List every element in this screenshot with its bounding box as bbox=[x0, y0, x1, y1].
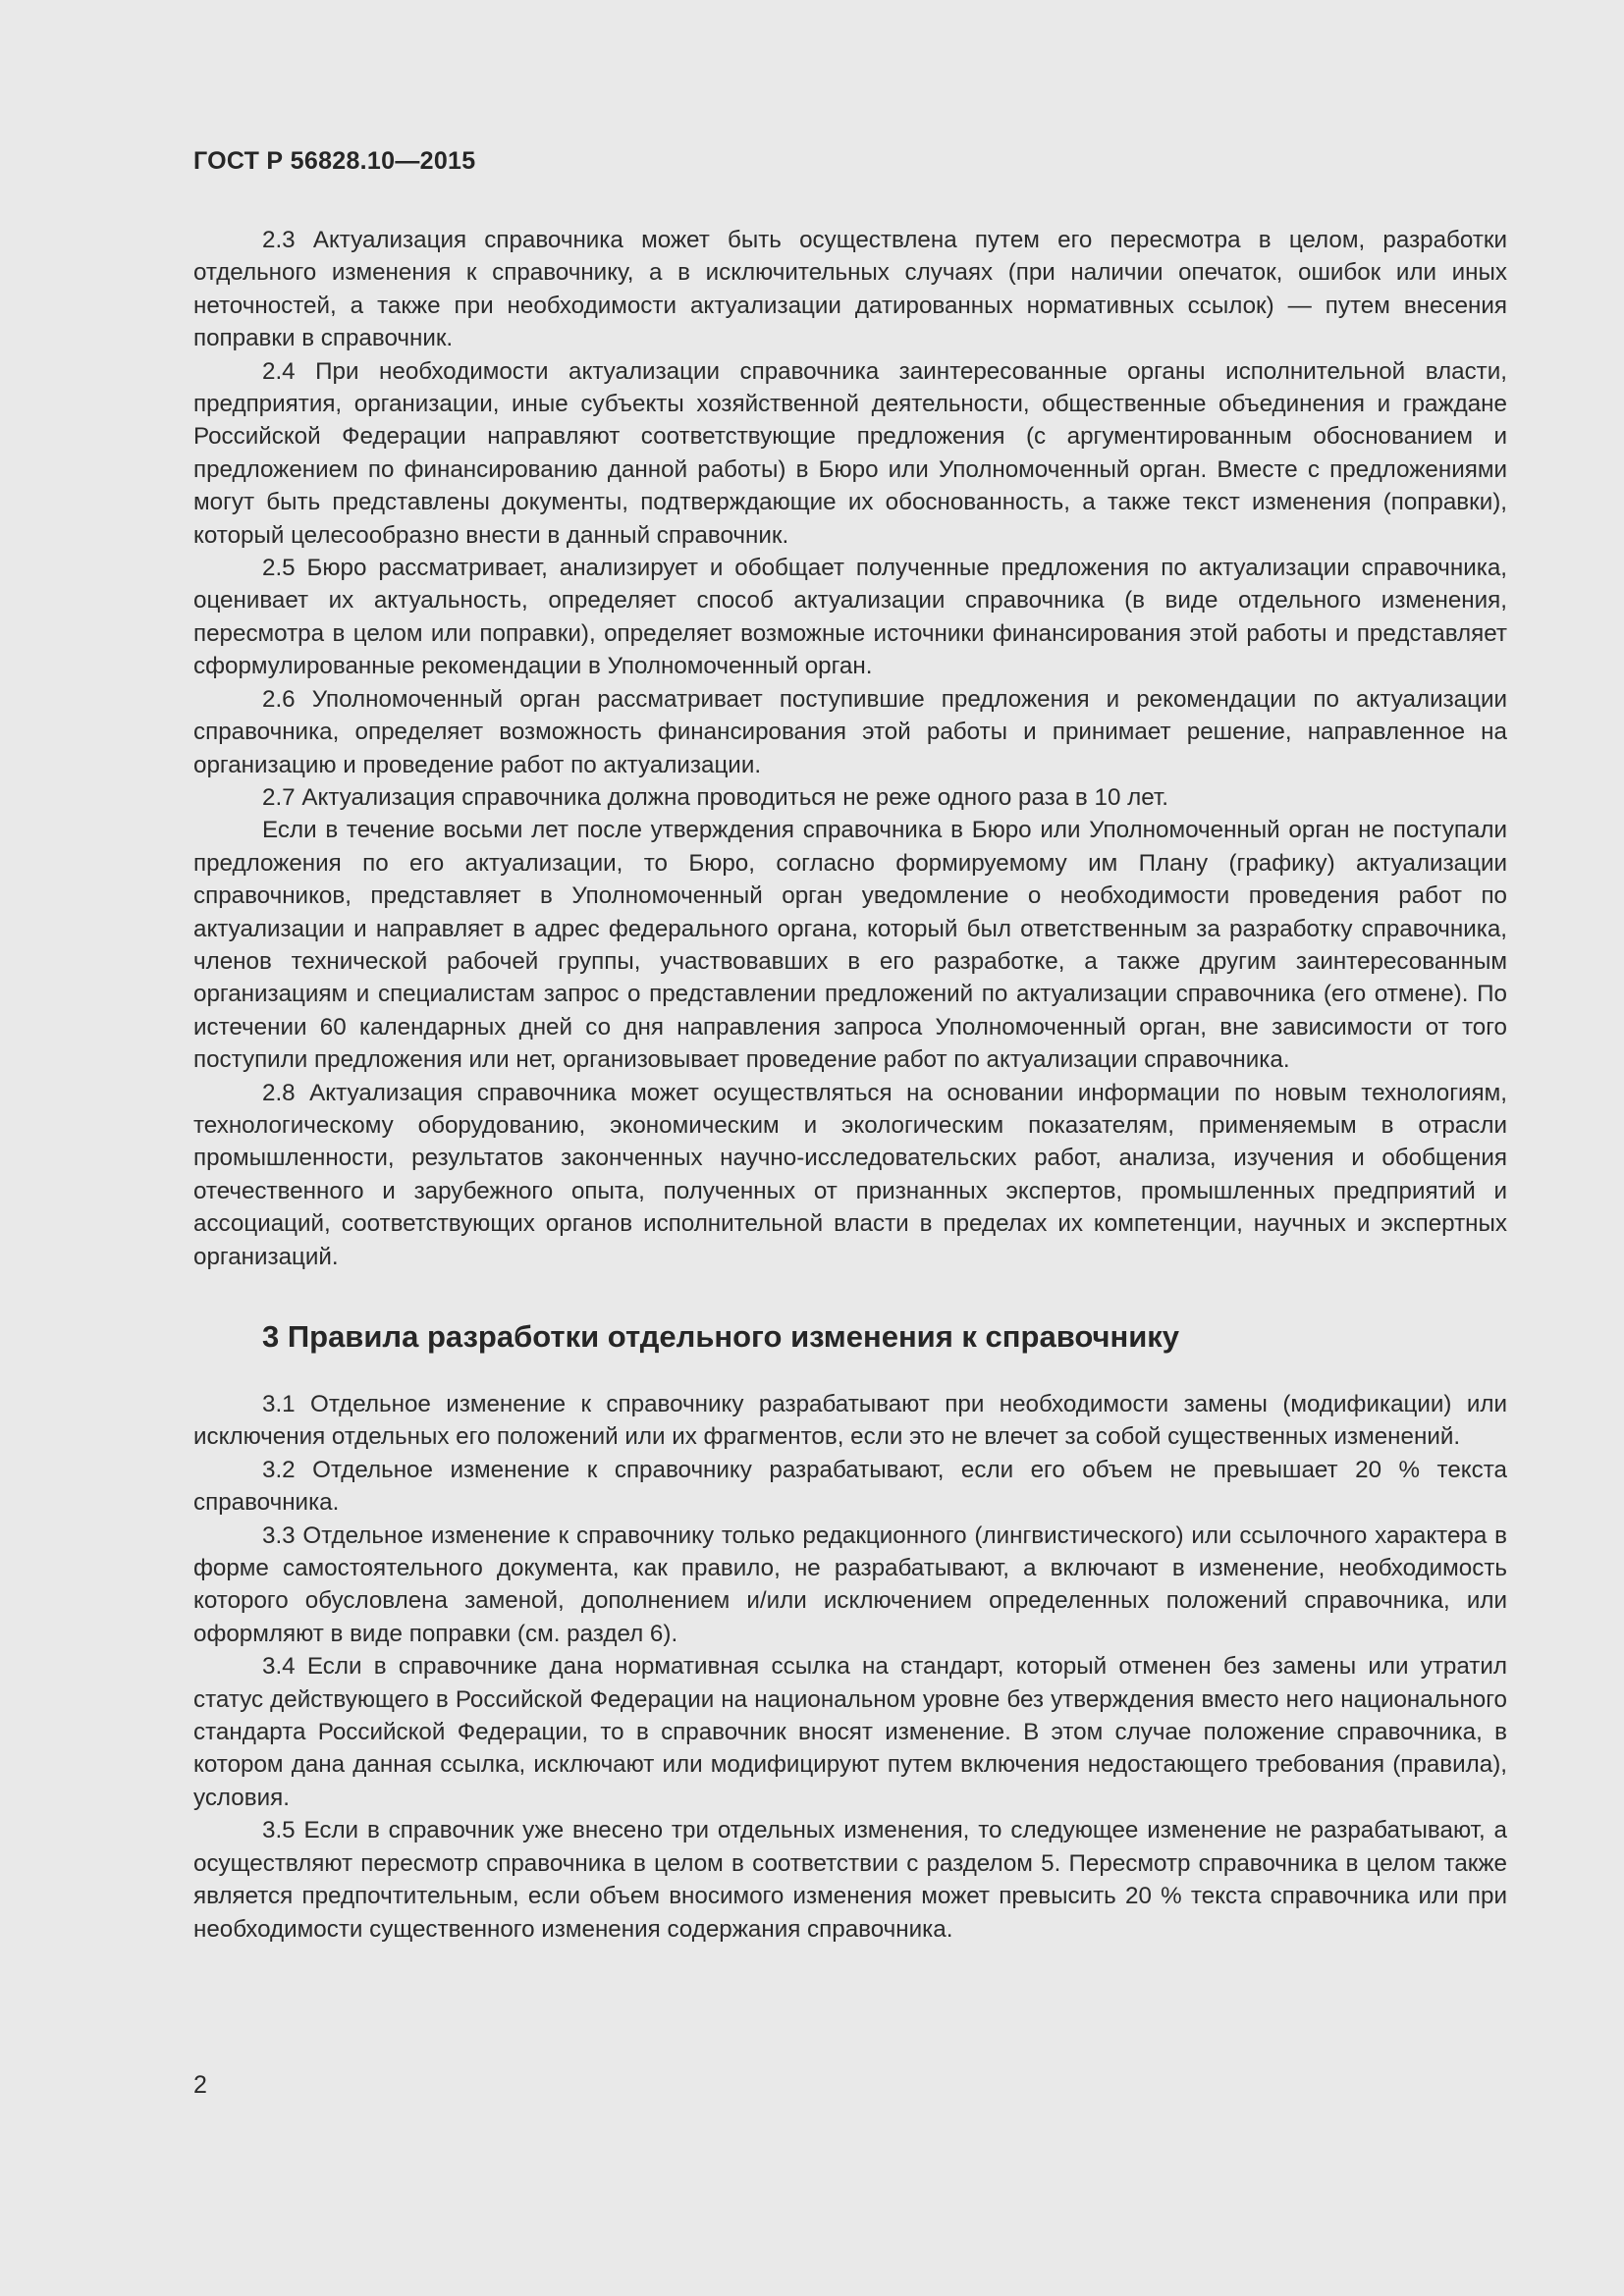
paragraph-2-6: 2.6 Уполномоченный орган рассматривает поступившие предложения и рекомендации по актуализации справочника, определяет возможность финансирования этой работы и принимает решение, направленное на организацию и проведение работ по актуализации. bbox=[193, 685, 1507, 778]
page-number: 2 bbox=[193, 2071, 207, 2099]
paragraph-2-5: 2.5 Бюро рассматривает, анализирует и обобщает полученные предложения по актуализации справочника, оценивает их актуальность, определяет способ актуализации справочника (в виде отдельного изменения, пересмотра в целом или поправки), определяет возможные источники финансирования этой работы и представляет сформулированные рекомендации в Уполномоченный орган. bbox=[193, 555, 1507, 680]
paragraph-2-4: 2.4 При необходимости актуализации справочника заинтересованные органы исполнительной власти, предприятия, организации, иные субъекты хозяйственной деятельности, общественные объединения и граждане Российской Федерации направляют соответствующие предложения (с аргументированным обоснованием и предложением по финансированию данной работы) в Бюро или Уполномоченный орган. Вместе с предложениями могут быть представлены документы, подтверждающие их обоснованность, а также текст изменения (поправки), который целесообразно внести в данный справочник. bbox=[193, 357, 1507, 549]
paragraph-2-3: 2.3 Актуализация справочника может быть осуществлена путем его пересмотра в целом, разработки отдельного изменения к справочнику, а в исключительных случаях (при наличии опечаток, ошибок или иных неточностей, а также при необходимости актуализации датированных нормативных ссылок) — путем внесения поправки в справочник. bbox=[193, 227, 1507, 352]
paragraph-3-4: 3.4 Если в справочнике дана нормативная ссылка на стандарт, который отменен без замены или утратил статус действующего в Российской Федерации на национальном уровне без утверждения вместо него национального стандарта Российской Федерации, то в справочник вносят изменение. В этом случае положение справочника, в котором дана данная ссылка, исключают или модифицируют путем включения недостающего требования (правила), условия. bbox=[193, 1653, 1507, 1811]
paragraph-3-2: 3.2 Отдельное изменение к справочнику разрабатывают, если его объем не превышает 20 % текста справочника. bbox=[193, 1456, 1507, 1517]
paragraph-3-1: 3.1 Отдельное изменение к справочнику разрабатывают при необходимости замены (модификации) или исключения отдельных его положений или их фрагментов, если это не влечет за собой существенных изменений. bbox=[193, 1391, 1507, 1451]
paragraph-2-7: 2.7 Актуализация справочника должна проводиться не реже одного раза в 10 лет. bbox=[262, 783, 1169, 811]
paragraph-3-5: 3.5 Если в справочник уже внесено три отдельных изменения, то следующее изменение не разрабатывают, а осуществляют пересмотр справочника в целом в соответствии с разделом 5. Пересмотр справочника в целом также является предпочтительным, если объем вносимого изменения может превысить 20 % текста справочника или при необходимости существенного изменения содержания справочника. bbox=[193, 1817, 1507, 1943]
paragraph-2-7-continued: Если в течение восьми лет после утверждения справочника в Бюро или Уполномоченный орган не поступали предложения по его актуализации, то Бюро, согласно формируемому им Плану (графику) актуализации справочников, представляет в Уполномоченный орган уведомление о необходимости проведения работ по актуализации и направляет в адрес федерального органа, который был ответственным за разработку справочника, членов технической рабочей группы, участвовавших в его разработке, а также другим заинтересованным организациям и специалистам запрос о представлении предложений по актуализации справочника (его отмене). По истечении 60 календарных дней со дня направления запроса Уполномоченный орган, вне зависимости от того поступили предложения или нет, организовывает проведение работ по актуализации справочника. bbox=[193, 817, 1507, 1074]
document-header: ГОСТ Р 56828.10—2015 bbox=[193, 147, 476, 175]
section-3-heading: 3 Правила разработки отдельного изменения к справочнику bbox=[262, 1319, 1180, 1354]
paragraph-2-8: 2.8 Актуализация справочника может осуществляться на основании информации по новым технологиям, технологическому оборудованию, экономическим и экологическим показателям, применяемым в отрасли промышленности, результатов законченных научно-исследовательских работ, анализа, изучения и обобщения отечественного и зарубежного опыта, полученных от признанных экспертов, промышленных предприятий и ассоциаций, соответствующих органов исполнительной власти в пределах их компетенции, научных и экспертных организаций. bbox=[193, 1079, 1507, 1270]
document-body bbox=[193, 224, 1507, 1946]
paragraph-3-3: 3.3 Отдельное изменение к справочнику только редакционного (лингвистического) или ссылочного характера в форме самостоятельного документа, как правило, не разрабатывают, а включают в изменение, необходимость которого обусловлена заменой, дополнением и/или исключением определенных положений справочника, или оформляют в виде поправки (см. раздел 6). bbox=[193, 1522, 1507, 1647]
